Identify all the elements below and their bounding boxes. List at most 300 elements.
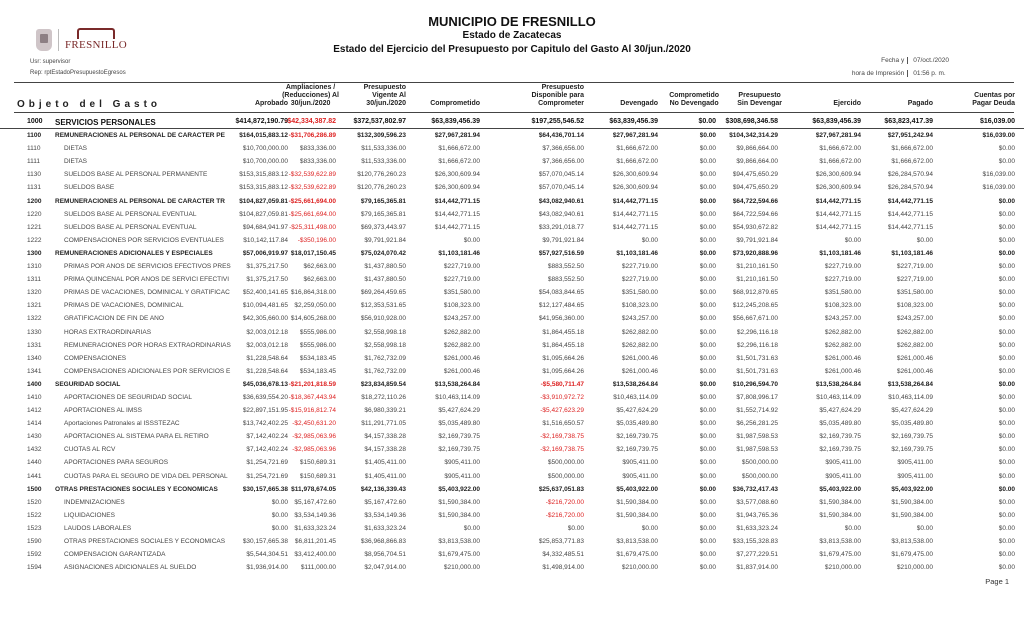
row-name: APORTACIONES AL SISTEMA PARA EL RETIRO [64, 433, 209, 441]
cell-devengado: $261,000.46 [621, 354, 658, 362]
cell-comprometido: $26,300,609.94 [434, 184, 480, 192]
cell-comp-no-devengado: $0.00 [699, 393, 716, 401]
cell-cuentas: $0.00 [998, 315, 1015, 323]
cell-disponible: $1,095,664.26 [542, 367, 584, 375]
cell-disponible: $883,552.50 [547, 276, 584, 284]
row-code: 1520 [27, 498, 42, 506]
cell-comp-no-devengado: $0.00 [699, 341, 716, 349]
cell-ampliaciones: $534,183.45 [299, 354, 336, 362]
row-name: OTRAS PRESTACIONES SOCIALES Y ECONÓMICAS [64, 538, 226, 545]
row-name: GRATIFICACIÓN DE FIN DE AÑO [64, 315, 164, 323]
cell-comprometido: $261,000.46 [443, 354, 480, 362]
cell-cuentas: $0.00 [998, 498, 1015, 506]
cell-ampliaciones: -$350,196.00 [297, 236, 336, 244]
cell-cuentas: $0.00 [998, 197, 1015, 205]
cell-comprometido: $5,035,489.80 [438, 420, 480, 428]
cell-devengado: $1,666,672.00 [616, 145, 658, 153]
cell-disponible: $57,927,516.59 [538, 249, 584, 257]
row-name: PRIMAS POR AÑOS DE SERVICIOS EFECTIVOS PRES [64, 263, 231, 271]
cell-comp-no-devengado: $0.00 [699, 420, 716, 428]
cell-sin-devengar: $12,245,208.65 [732, 302, 778, 310]
cell-cuentas: $0.00 [998, 263, 1015, 271]
cell-vigente: $11,291,771.05 [361, 420, 406, 428]
cell-ejercido: $13,538,264.84 [815, 380, 861, 388]
cell-aprobado: $1,375,217.50 [246, 263, 288, 271]
cell-pagado: $227,719.00 [896, 263, 933, 271]
cell-comprometido: $27,967,281.94 [434, 132, 480, 140]
cell-ampliaciones: $2,259,050.00 [294, 302, 336, 310]
table-row [0, 247, 1024, 260]
row-name: PRIMA QUINCENAL POR AÑOS DE SERVICI EFECTIVI [64, 276, 230, 284]
cell-devengado: $27,967,281.94 [612, 132, 658, 140]
cell-disponible: $41,956,360.00 [538, 315, 584, 323]
cell-pagado: $10,463,114.09 [888, 393, 933, 401]
cell-cuentas: $0.00 [998, 249, 1015, 257]
cell-devengado: $3,813,538.00 [616, 538, 658, 545]
cell-comprometido: $2,169,739.75 [438, 446, 480, 454]
cell-ejercido: $14,442,771.15 [815, 223, 861, 231]
cell-disponible: -$2,169,738.75 [540, 446, 584, 454]
cell-sin-devengar: $94,475,650.29 [732, 184, 778, 192]
cell-devengado: $108,323.00 [621, 302, 658, 310]
cell-ampliaciones: -$2,450,631.20 [292, 420, 336, 428]
cell-aprobado: $0.00 [271, 524, 288, 532]
cell-devengado: $1,679,475.00 [616, 551, 658, 559]
cell-comp-no-devengado: $0.00 [699, 538, 716, 545]
cell-sin-devengar: $308,698,346.58 [725, 118, 778, 125]
cell-pagado: $0.00 [916, 236, 933, 244]
cell-ampliaciones: -$32,539,622.89 [288, 171, 336, 179]
cell-comprometido: $262,882.00 [443, 328, 480, 336]
cell-vigente: $18,272,110.26 [361, 393, 406, 401]
row-name: REMUNERACIONES AL PERSONAL DE CARÁCTER PE [55, 132, 225, 140]
cell-comprometido: $1,666,672.00 [438, 145, 480, 153]
cell-ampliaciones: $14,605,268.00 [290, 315, 336, 323]
cell-sin-devengar: $1,552,714.92 [736, 407, 778, 415]
cell-devengado: $262,882.00 [621, 328, 658, 336]
row-code: 1500 [27, 485, 42, 493]
title-block [0, 14, 1024, 55]
cell-devengado: $5,403,922.00 [616, 485, 658, 493]
row-code: 1200 [27, 197, 42, 205]
row-code: 1221 [27, 223, 42, 231]
cell-vigente: $1,437,880.50 [364, 276, 406, 284]
cell-pagado: $14,442,771.15 [887, 210, 933, 218]
cell-comprometido: $1,590,384.00 [438, 511, 480, 519]
cell-comprometido: $227,719.00 [443, 263, 480, 271]
cell-comprometido: $1,666,672.00 [438, 158, 480, 166]
row-code: 1410 [27, 393, 42, 401]
cell-cuentas: $0.00 [998, 289, 1015, 297]
cell-aprobado: $52,400,141.65 [242, 289, 288, 297]
cell-comp-no-devengado: $0.00 [699, 171, 716, 179]
cell-comp-no-devengado: $0.00 [699, 263, 716, 271]
cell-pagado: $2,169,739.75 [891, 446, 933, 454]
cell-pagado: $3,813,538.00 [891, 538, 933, 545]
row-code: 1340 [27, 354, 42, 362]
table-row [0, 522, 1024, 535]
cell-comp-no-devengado: $0.00 [699, 524, 716, 532]
row-code: 1300 [27, 249, 42, 257]
cell-pagado: $262,882.00 [896, 341, 933, 349]
cell-comprometido: $1,103,181.46 [438, 249, 480, 257]
cell-disponible: -$2,169,738.75 [540, 433, 584, 441]
row-code: 1590 [27, 538, 42, 545]
cell-disponible: $883,552.50 [547, 263, 584, 271]
report-label: Rep: rptEstadoPresupuestoEgresos [30, 70, 126, 76]
cell-ampliaciones: $3,534,149.36 [294, 511, 336, 519]
col-disponible: Presupuesto Disponible para Comprometer [531, 84, 584, 107]
row-name: COMPENSACIONES POR SERVICIOS EVENTUALES [64, 236, 224, 244]
cell-ejercido: $5,403,922.00 [819, 485, 861, 493]
cell-comp-no-devengado: $0.00 [699, 210, 716, 218]
row-code: 1522 [27, 511, 42, 519]
cell-pagado: $13,538,264.84 [887, 380, 933, 388]
cell-ejercido: $5,427,624.29 [819, 407, 861, 415]
cell-ampliaciones: $11,978,674.05 [291, 485, 336, 493]
table-row [0, 470, 1024, 483]
cell-aprobado: $7,142,402.24 [246, 433, 288, 441]
cell-vigente: $5,167,472.60 [364, 498, 406, 506]
cell-vigente: $1,762,732.09 [364, 354, 406, 362]
cell-devengado: $227,719.00 [621, 263, 658, 271]
cell-ejercido: $905,411.00 [825, 459, 861, 467]
col-cuentas: Cuentas por Pagar Deuda [972, 92, 1015, 107]
cell-devengado: $2,169,739.75 [616, 433, 658, 441]
cell-ampliaciones: $1,633,323.24 [294, 524, 336, 532]
cell-comp-no-devengado: $0.00 [699, 315, 716, 323]
cell-devengado: $26,300,609.94 [612, 184, 658, 192]
cell-ampliaciones: $62,663.00 [303, 263, 336, 271]
cell-comp-no-devengado: $0.00 [699, 407, 716, 415]
cell-aprobado: $104,827,059.81 [239, 210, 288, 218]
cell-ejercido: $1,679,475.00 [819, 551, 861, 559]
row-code: 1331 [27, 341, 42, 349]
cell-ejercido: $351,580.00 [824, 289, 861, 297]
cell-vigente: $69,373,443.97 [360, 223, 406, 231]
cell-comprometido: $63,839,456.39 [431, 118, 480, 125]
row-name: LIQUIDACIONES [64, 511, 115, 519]
cell-cuentas: $0.00 [998, 459, 1015, 467]
table-row [0, 509, 1024, 522]
cell-aprobado: $30,157,665.38 [242, 485, 288, 493]
cell-comprometido: $1,679,475.00 [438, 551, 480, 559]
cell-pagado: $14,442,771.15 [887, 223, 933, 231]
cell-comprometido: $5,403,922.00 [438, 485, 480, 493]
table-row [0, 260, 1024, 273]
cell-pagado: $1,666,672.00 [891, 158, 933, 166]
cell-disponible: $1,864,455.18 [542, 328, 584, 336]
cell-vigente: $372,537,802.97 [353, 118, 406, 125]
table-row [0, 548, 1024, 561]
cell-ejercido: $1,666,672.00 [819, 158, 861, 166]
cell-ampliaciones: $150,689.31 [299, 459, 336, 467]
cell-sin-devengar: $1,837,914.00 [736, 564, 778, 572]
cell-aprobado: $1,375,217.50 [246, 276, 288, 284]
cell-ejercido: $27,967,281.94 [815, 132, 861, 140]
row-name: SUELDOS BASE AL PERSONAL EVENTUAL [64, 223, 197, 231]
cell-ampliaciones: $5,167,472.60 [294, 498, 336, 506]
cell-sin-devengar: $500,000.00 [741, 472, 778, 480]
cell-sin-devengar: $54,930,672.82 [732, 223, 778, 231]
cell-cuentas: $0.00 [998, 354, 1015, 362]
cell-cuentas: $0.00 [998, 564, 1015, 572]
cell-comp-no-devengado: $0.00 [698, 118, 716, 125]
cell-devengado: $0.00 [641, 524, 658, 532]
cell-ampliaciones: $62,663.00 [303, 276, 336, 284]
cell-aprobado: $2,003,012.18 [246, 341, 288, 349]
cell-sin-devengar: $1,501,731.63 [736, 367, 778, 375]
table-row [0, 483, 1024, 496]
report-title: Estado del Ejercicio del Presupuesto por Capitulo del Gasto Al 30/jun./2020 [333, 44, 691, 55]
cell-ejercido: $14,442,771.15 [815, 210, 861, 218]
cell-vigente: $11,533,336.00 [361, 145, 406, 153]
cell-pagado: $262,882.00 [896, 328, 933, 336]
cell-ejercido: $227,719.00 [824, 276, 861, 284]
cell-aprobado: $10,700,000.00 [242, 145, 288, 153]
cell-pagado: $0.00 [916, 524, 933, 532]
cell-pagado: $905,411.00 [897, 472, 933, 480]
table-row [0, 339, 1024, 352]
cell-devengado: $227,719.00 [621, 276, 658, 284]
cell-cuentas: $0.00 [998, 341, 1015, 349]
cell-aprobado: $153,315,883.12 [239, 184, 288, 192]
cell-vigente: $4,157,338.28 [364, 446, 406, 454]
cell-cuentas: $16,039.00 [982, 184, 1015, 192]
cell-ampliaciones: -$21,201,818.59 [288, 380, 336, 388]
cell-cuentas: $0.00 [998, 367, 1015, 375]
cell-ampliaciones: $833,336.00 [299, 145, 336, 153]
cell-vigente: $69,264,459.65 [360, 289, 406, 297]
cell-sin-devengar: $9,866,664.00 [736, 158, 778, 166]
print-info [824, 54, 949, 80]
cell-disponible: $7,366,656.00 [542, 158, 584, 166]
page-subtitle: Estado de Zacatecas [462, 30, 562, 41]
cell-vigente: $2,047,914.00 [364, 564, 406, 572]
cell-comp-no-devengado: $0.00 [699, 184, 716, 192]
cell-vigente: $42,136,339.43 [360, 485, 406, 493]
row-code: 1111 [27, 158, 41, 166]
cell-aprobado: $414,872,190.79 [235, 118, 288, 125]
cell-disponible: $57,070,045.14 [538, 171, 584, 179]
cell-aprobado: $36,639,554.20 [242, 393, 288, 401]
cell-comprometido: $0.00 [463, 236, 480, 244]
col-sin-devengar: Presupuesto Sin Devengar [737, 92, 782, 107]
cell-comp-no-devengado: $0.00 [699, 511, 716, 519]
cell-ampliaciones: $3,412,400.00 [294, 551, 336, 559]
cell-vigente: $120,776,260.23 [357, 184, 406, 192]
print-date: 07/oct./2020 [913, 57, 949, 64]
cell-sin-devengar: $56,667,671.00 [732, 315, 778, 323]
row-name: APORTACIONES AL IMSS [64, 407, 142, 415]
cell-ampliaciones: $555,986.00 [299, 328, 336, 336]
cell-ampliaciones: -$25,661,694.00 [288, 197, 336, 205]
cell-comprometido: $905,411.00 [444, 472, 480, 480]
cell-comprometido: $13,538,264.84 [434, 380, 480, 388]
cell-disponible: $12,127,484.65 [538, 302, 584, 310]
cell-vigente: $23,834,859.54 [360, 380, 406, 388]
cell-vigente: $8,956,704.51 [364, 551, 406, 559]
cell-ejercido: $26,300,609.94 [815, 171, 861, 179]
table-row [0, 312, 1024, 325]
cell-vigente: $3,534,149.36 [364, 511, 406, 519]
cell-vigente: $132,309,596.23 [357, 132, 406, 140]
cell-pagado: $1,666,672.00 [891, 145, 933, 153]
cell-sin-devengar: $94,475,650.29 [732, 171, 778, 179]
row-name: SUELDOS BASE AL PERSONAL EVENTUAL [64, 210, 197, 218]
page-number: Page 1 [985, 577, 1009, 586]
cell-cuentas: $0.00 [998, 393, 1015, 401]
cell-pagado: $1,590,384.00 [891, 511, 933, 519]
cell-aprobado: $42,305,660.00 [242, 315, 288, 323]
row-code: 1341 [27, 367, 42, 375]
cell-ejercido: $1,103,181.46 [819, 249, 861, 257]
table-row [0, 535, 1024, 548]
table-row [0, 208, 1024, 221]
cell-comp-no-devengado: $0.00 [699, 236, 716, 244]
cell-disponible: $43,082,940.61 [538, 197, 584, 205]
cell-ampliaciones: -$25,311,498.00 [289, 223, 336, 231]
cell-cuentas: $0.00 [998, 511, 1015, 519]
col-ampliaciones: Ampliaciones / (Reducciones) Al 30/jun./2020 [282, 84, 339, 107]
cell-comprometido: $261,000.46 [443, 367, 480, 375]
cell-vigente: $2,558,998.18 [364, 328, 406, 336]
table-row [0, 496, 1024, 509]
col-comprometido: Comprometido [430, 100, 480, 107]
print-time: 01:56 p. m. [913, 70, 946, 77]
cell-devengado: $210,000.00 [621, 564, 658, 572]
cell-vigente: $75,024,070.42 [360, 249, 406, 257]
cell-aprobado: $0.00 [271, 498, 288, 506]
cell-disponible: $54,083,844.65 [538, 289, 584, 297]
cell-comprometido: $1,590,384.00 [438, 498, 480, 506]
table-row [0, 273, 1024, 286]
cell-ampliaciones: $16,864,318.00 [290, 289, 336, 297]
cell-ejercido: $10,463,114.09 [816, 393, 861, 401]
row-name: CUOTAS AL RCV [64, 446, 116, 454]
cell-comp-no-devengado: $0.00 [699, 158, 716, 166]
cell-comprometido: $905,411.00 [444, 459, 480, 467]
cell-ejercido: $243,257.00 [824, 315, 861, 323]
row-code: 1130 [27, 171, 41, 179]
cell-ampliaciones: $18,017,150.45 [290, 249, 336, 257]
table-row [0, 234, 1024, 247]
cell-comp-no-devengado: $0.00 [699, 380, 716, 388]
cell-comp-no-devengado: $0.00 [699, 289, 716, 297]
table-row [0, 142, 1024, 155]
row-code: 1330 [27, 328, 42, 336]
cell-cuentas: $0.00 [998, 472, 1015, 480]
cell-cuentas: $0.00 [998, 145, 1015, 153]
row-name: SERVICIOS PERSONALES [55, 118, 156, 127]
row-code: 1440 [27, 459, 42, 467]
cell-ejercido: $2,169,739.75 [819, 433, 861, 441]
row-code: 1321 [27, 302, 42, 310]
row-code: 1220 [27, 210, 42, 218]
cell-disponible: $1,516,650.57 [542, 420, 584, 428]
row-name: REMUNERACIONES ADICIONALES Y ESPECIALES [55, 249, 213, 257]
table-row [0, 430, 1024, 443]
cell-pagado: $210,000.00 [896, 564, 933, 572]
col-ejercido: Ejercido [833, 100, 861, 107]
row-code: 1400 [27, 380, 42, 388]
cell-comp-no-devengado: $0.00 [699, 551, 716, 559]
cell-comp-no-devengado: $0.00 [699, 302, 716, 310]
cell-disponible: $1,095,664.26 [542, 354, 584, 362]
cell-sin-devengar: $7,277,229.51 [736, 551, 778, 559]
cell-pagado: $5,403,922.00 [891, 485, 933, 493]
cell-cuentas: $0.00 [998, 328, 1015, 336]
table-row [0, 561, 1024, 574]
row-code: 1412 [27, 407, 42, 415]
cell-pagado: $1,679,475.00 [891, 551, 933, 559]
cell-sin-devengar: $36,732,417.43 [732, 485, 778, 493]
cell-disponible: $57,070,045.14 [538, 184, 584, 192]
cell-devengado: $63,839,456.39 [609, 118, 658, 125]
logo-text: FRESNILLO [65, 39, 127, 51]
row-code: 1441 [27, 472, 42, 480]
cell-comprometido: $227,719.00 [443, 276, 480, 284]
row-code: 1594 [27, 564, 42, 572]
row-name: INDEMNIZACIONES [64, 498, 125, 506]
cell-vigente: $120,776,260.23 [357, 171, 406, 179]
cell-cuentas: $0.00 [998, 524, 1015, 532]
cell-comp-no-devengado: $0.00 [699, 446, 716, 454]
cell-cuentas: $0.00 [998, 276, 1015, 284]
cell-sin-devengar: $1,633,323.24 [736, 524, 778, 532]
cell-sin-devengar: $10,296,594.70 [732, 380, 778, 388]
row-name: ASIGNACIONES ADICIONALES AL SUELDO [64, 564, 197, 572]
cell-aprobado: $0.00 [271, 511, 288, 519]
row-name: DIETAS [64, 158, 87, 166]
cell-aprobado: $1,228,548.64 [246, 367, 288, 375]
table-row [0, 221, 1024, 234]
cell-comprometido: $243,257.00 [443, 315, 480, 323]
cell-ejercido: $1,590,384.00 [819, 498, 861, 506]
cell-ejercido: $2,169,739.75 [819, 446, 861, 454]
cell-comprometido: $26,300,609.94 [434, 171, 480, 179]
cell-cuentas: $0.00 [998, 236, 1015, 244]
col-pagado: Pagado [907, 100, 933, 107]
row-name: SUELDOS BASE AL PERSONAL PERMANENTE [64, 171, 208, 179]
cell-devengado: $0.00 [641, 236, 658, 244]
table-row [0, 115, 1024, 129]
cell-comp-no-devengado: $0.00 [699, 485, 716, 493]
cell-pagado: $5,427,624.29 [891, 407, 933, 415]
cell-devengado: $10,463,114.09 [613, 393, 658, 401]
cell-pagado: $26,284,570.94 [887, 184, 933, 192]
cell-vigente: $12,353,531.65 [360, 302, 406, 310]
row-code: 1110 [27, 145, 41, 153]
cell-disponible: $197,255,546.52 [531, 118, 584, 125]
cell-devengado: $243,257.00 [621, 315, 658, 323]
table-row [0, 352, 1024, 365]
row-name: SEGURIDAD SOCIAL [55, 380, 121, 388]
cell-aprobado: $30,157,665.38 [242, 538, 288, 545]
cell-cuentas: $0.00 [998, 433, 1015, 441]
cell-comprometido: $262,882.00 [443, 341, 480, 349]
row-code: 1100 [27, 132, 42, 140]
cell-aprobado: $104,827,059.81 [239, 197, 288, 205]
cell-ampliaciones: -$42,334,387.82 [285, 118, 336, 125]
cell-vigente: $1,405,411.00 [364, 472, 406, 480]
cell-ejercido: $261,000.46 [824, 367, 861, 375]
cell-devengado: $13,538,264.84 [612, 380, 658, 388]
cell-comprometido: $108,323.00 [443, 302, 480, 310]
cell-pagado: $227,719.00 [896, 276, 933, 284]
row-code: 1311 [27, 276, 41, 284]
cell-aprobado: $7,142,402.24 [246, 446, 288, 454]
